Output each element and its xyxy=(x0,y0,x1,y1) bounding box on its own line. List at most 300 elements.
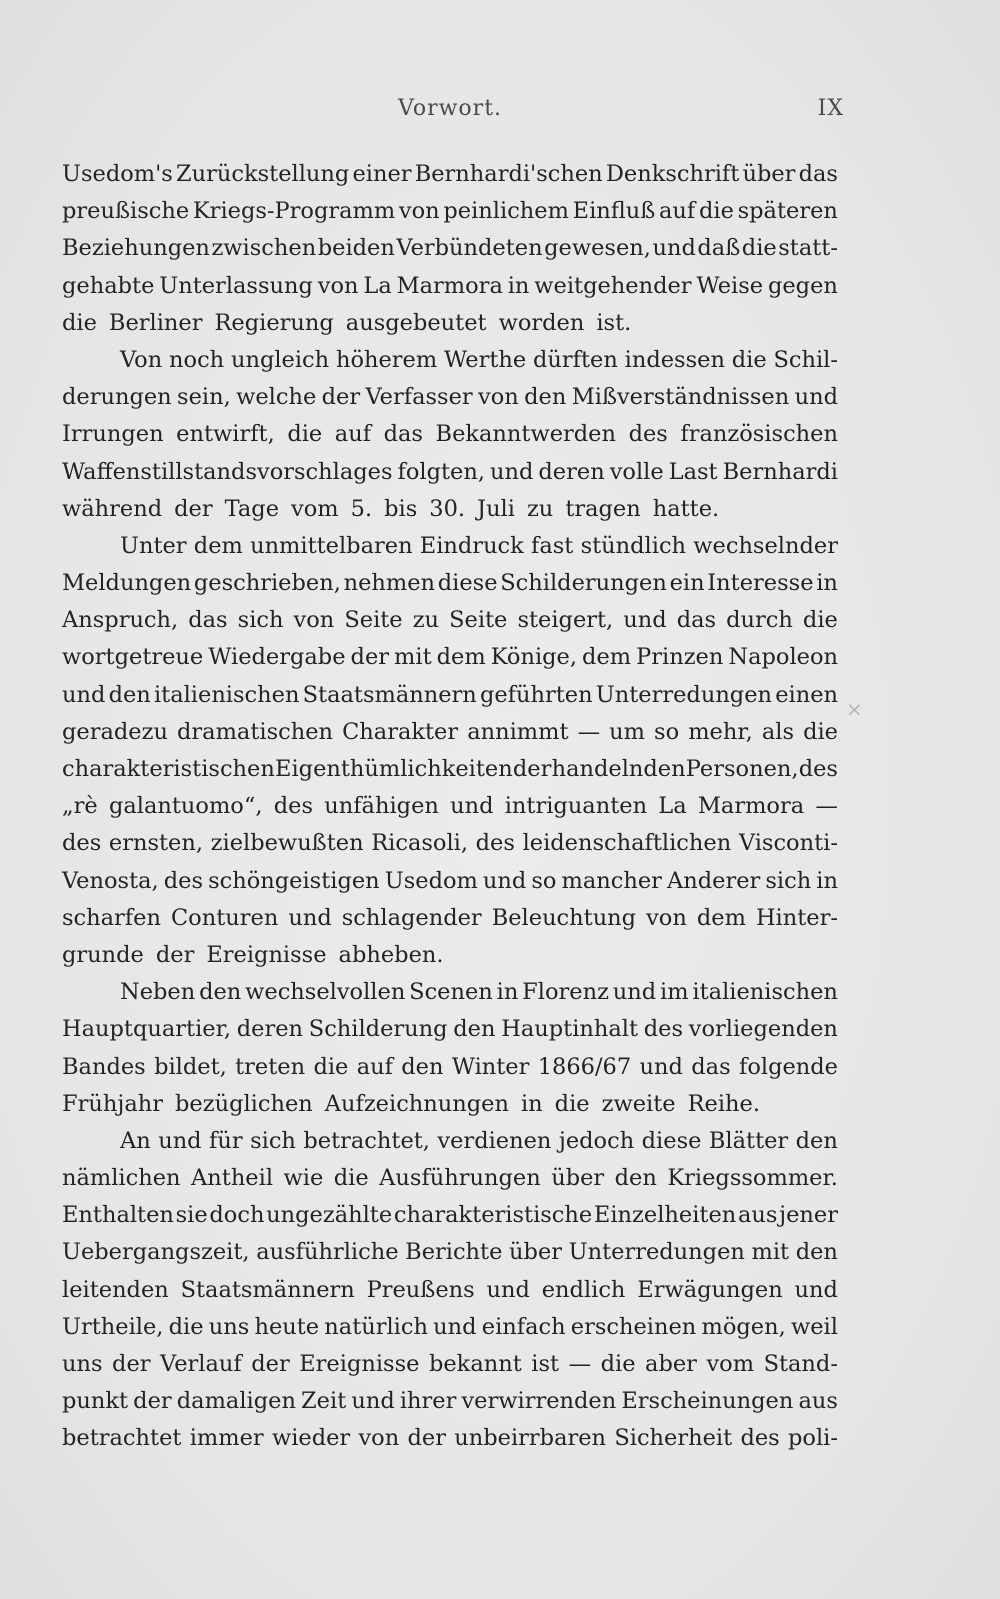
word: für xyxy=(209,1127,243,1154)
word: Enthalten xyxy=(62,1202,174,1229)
text-line xyxy=(62,974,838,1011)
word: und xyxy=(623,607,667,634)
word: jener xyxy=(779,1202,838,1229)
word: Waffenstillstandsvorschlages xyxy=(62,458,393,485)
word: Charakter xyxy=(342,718,459,745)
word: den xyxy=(199,979,242,1006)
word: mit xyxy=(394,644,432,671)
word: Einzelheiten xyxy=(593,1202,737,1229)
word: Erscheinungen xyxy=(621,1388,794,1415)
word: der xyxy=(174,495,213,522)
word: natürlich xyxy=(324,1313,428,1340)
word: doch xyxy=(209,1202,265,1229)
word: Preußens xyxy=(366,1276,475,1303)
word: Marmora xyxy=(697,793,805,820)
word: Anderer xyxy=(667,867,761,894)
word: durch xyxy=(726,607,793,634)
word: des xyxy=(475,830,515,857)
word: statt- xyxy=(778,235,838,262)
word: — xyxy=(577,718,601,745)
word: des xyxy=(740,1425,780,1452)
word: deren xyxy=(236,1016,304,1043)
word: den xyxy=(401,1053,444,1080)
word: in xyxy=(507,272,530,299)
word: so xyxy=(531,867,557,894)
word: folgten, xyxy=(397,458,486,485)
word: französischen xyxy=(680,421,838,448)
word: des xyxy=(643,1016,684,1043)
text-line xyxy=(62,379,838,416)
word: noch xyxy=(169,346,225,373)
word: jedoch xyxy=(558,1127,635,1154)
text-line xyxy=(62,230,838,267)
word: Bernhardi'schen xyxy=(414,161,603,187)
text-line xyxy=(62,268,838,305)
word: Napoleon xyxy=(728,644,838,671)
word: Eigenthümlichkeiten xyxy=(275,756,513,782)
word: unfähigen xyxy=(324,793,439,820)
word: das xyxy=(383,421,423,448)
word: der xyxy=(407,1425,446,1452)
word: Venosta, xyxy=(62,867,159,894)
word: Stand- xyxy=(763,1351,838,1377)
text-line xyxy=(62,193,838,230)
word: ausführliche xyxy=(256,1239,399,1266)
word: volle xyxy=(609,458,664,485)
word: folgende xyxy=(739,1053,838,1080)
word: damaligen xyxy=(176,1388,296,1415)
word: wie xyxy=(283,1165,324,1192)
word: mehr, xyxy=(688,718,753,745)
text-line xyxy=(62,528,838,565)
word: Verlauf xyxy=(160,1351,242,1377)
word: Usedom's xyxy=(62,161,173,187)
word: Reihe. xyxy=(687,1090,760,1117)
word: Bekanntwerden xyxy=(435,421,616,448)
text-line xyxy=(62,1011,838,1048)
page-number: IX xyxy=(817,96,844,121)
word: auf xyxy=(356,1053,393,1080)
word: einer xyxy=(352,161,412,187)
text-line xyxy=(62,714,838,751)
word: Blätter xyxy=(708,1127,789,1154)
word: 1866/67 xyxy=(537,1053,632,1080)
word: Staatsmännern xyxy=(302,681,477,708)
word: uns xyxy=(208,1313,250,1340)
word: Florenz xyxy=(522,979,609,1006)
word: des xyxy=(163,867,204,894)
word: von xyxy=(293,607,335,634)
word: sich xyxy=(237,607,284,634)
word: Irrungen xyxy=(62,421,164,448)
text-line xyxy=(62,1309,838,1346)
word: des xyxy=(273,793,314,820)
word: worden xyxy=(498,309,585,336)
word: die xyxy=(731,346,767,373)
word: in xyxy=(520,1090,543,1117)
word: das xyxy=(798,161,838,187)
word: und xyxy=(486,1276,530,1303)
word: höherem xyxy=(335,346,438,373)
word: aus xyxy=(798,1388,838,1415)
word: von xyxy=(478,384,519,411)
word: nämlichen xyxy=(62,1165,181,1192)
text-line xyxy=(62,1272,838,1309)
word: italienischen xyxy=(153,681,300,708)
text-line xyxy=(62,416,838,453)
text-line xyxy=(62,1086,838,1123)
word: der xyxy=(112,1351,151,1377)
word: Unterredungen xyxy=(568,1239,745,1266)
word: mit xyxy=(751,1239,790,1266)
word: des xyxy=(62,830,102,857)
word: peinlichem xyxy=(443,198,569,225)
word: in xyxy=(816,867,838,894)
word: Ricasoli, xyxy=(371,830,469,857)
word: späteren xyxy=(737,198,838,225)
word: Bernhardi xyxy=(722,458,838,485)
word: die xyxy=(802,607,838,634)
word: Erwägungen xyxy=(637,1276,783,1303)
word: und xyxy=(794,1276,838,1303)
word: abheben. xyxy=(338,941,444,968)
text-line xyxy=(62,825,838,862)
word: Schilderung xyxy=(308,1016,448,1043)
word: dürften xyxy=(533,346,618,373)
word: und xyxy=(639,1053,683,1080)
word: die xyxy=(554,1090,590,1117)
word: poli- xyxy=(788,1425,838,1452)
word: der xyxy=(133,1388,172,1415)
word: und xyxy=(482,867,527,894)
word: und xyxy=(612,979,657,1006)
word: den xyxy=(795,1239,838,1266)
word: das xyxy=(188,607,228,634)
word: — xyxy=(815,793,838,820)
word: Interesse xyxy=(707,570,814,597)
word: weitgehender xyxy=(534,272,692,299)
word: ernsten, xyxy=(108,830,204,857)
word: wechselvollen xyxy=(245,979,406,1006)
word: sie xyxy=(175,1202,208,1229)
word: Beziehungen xyxy=(62,235,210,262)
text-line xyxy=(62,788,838,825)
word: beiden xyxy=(317,235,395,262)
margin-mark: × xyxy=(846,697,863,721)
word: Frühjahr xyxy=(62,1090,163,1117)
word: Last xyxy=(668,458,718,485)
word: Weise xyxy=(696,272,764,299)
word: Uebergangszeit, xyxy=(62,1239,250,1266)
word: Hinter- xyxy=(755,904,838,931)
word: Scenen xyxy=(409,979,493,1006)
word: zu xyxy=(526,495,554,522)
word: vom xyxy=(706,1351,755,1377)
word: von xyxy=(358,1425,400,1452)
word: von xyxy=(317,272,359,299)
word: Conturen xyxy=(170,904,279,931)
word: Kriegssommer. xyxy=(667,1165,838,1192)
word: ein xyxy=(669,570,705,597)
word: Könige, xyxy=(490,644,578,671)
word: dem xyxy=(193,532,243,559)
word: aus xyxy=(737,1202,778,1229)
word: schöngeistigen xyxy=(208,867,380,894)
word: das xyxy=(676,607,717,634)
word: den xyxy=(108,681,151,708)
word: Bandes xyxy=(62,1053,146,1080)
word: der xyxy=(321,384,361,411)
word: dem xyxy=(582,644,632,671)
word: nehmen xyxy=(343,570,436,597)
word: stündlich xyxy=(580,532,687,559)
word: leitenden xyxy=(62,1276,169,1303)
word: und xyxy=(288,904,332,931)
text-line xyxy=(62,1420,838,1457)
word: bekannt xyxy=(428,1351,522,1377)
word: Aufzeichnungen xyxy=(324,1090,509,1117)
word: den xyxy=(524,384,567,411)
word: intriguanten xyxy=(504,793,648,820)
text-line xyxy=(62,602,838,639)
word: preußische xyxy=(62,198,190,225)
word: Schil- xyxy=(773,346,838,373)
word: Sicherheit xyxy=(614,1425,733,1452)
word: geradezu xyxy=(62,718,168,745)
word: verwirrenden xyxy=(461,1388,617,1415)
word: dem xyxy=(436,644,486,671)
word: ist. xyxy=(596,309,632,336)
word: derungen xyxy=(62,384,172,411)
word: wortgetreue xyxy=(62,644,204,671)
word: zielbewußten xyxy=(210,830,364,857)
word: ihrer xyxy=(399,1388,457,1415)
word: Unterlassung xyxy=(159,272,313,299)
word: scharfen xyxy=(62,904,161,931)
word: Neben xyxy=(120,979,196,1006)
word: und xyxy=(433,1313,477,1340)
word: bezüglichen xyxy=(175,1090,313,1117)
word: Ereignisse xyxy=(299,1351,420,1377)
text-line xyxy=(62,565,838,602)
word: Urtheile, xyxy=(62,1313,164,1340)
word: und xyxy=(158,1127,202,1154)
word: die xyxy=(600,1351,636,1377)
word: geschrieben, xyxy=(193,570,341,597)
word: über xyxy=(742,161,796,187)
text-line xyxy=(62,305,838,342)
word: Tage xyxy=(224,495,280,522)
word: Marmora xyxy=(396,272,503,299)
word: Winter xyxy=(451,1053,530,1080)
word: Wiedergabe xyxy=(208,644,346,671)
word: Zurückstellung xyxy=(176,161,350,187)
word: um xyxy=(609,718,645,745)
word: dramatischen xyxy=(177,718,334,745)
word: die xyxy=(698,198,734,225)
word: Von xyxy=(120,346,163,373)
word: Hauptquartier, xyxy=(62,1016,232,1043)
text-line xyxy=(62,937,838,974)
word: die xyxy=(333,1165,369,1192)
word: und xyxy=(794,384,838,411)
word: Verbündeten xyxy=(396,235,543,262)
word: Berichte xyxy=(405,1239,503,1266)
word: gewesen, xyxy=(544,235,651,262)
text-line xyxy=(62,1123,838,1160)
text-line xyxy=(62,900,838,937)
word: immer xyxy=(189,1425,264,1452)
word: als xyxy=(761,718,794,745)
word: und xyxy=(62,681,106,708)
word: hatte. xyxy=(652,495,720,522)
word: sich xyxy=(765,867,812,894)
text-line xyxy=(62,639,838,676)
word: unmittelbaren xyxy=(250,532,413,559)
word: ausgebeutet xyxy=(345,309,487,336)
word: die xyxy=(803,718,838,745)
text-line xyxy=(62,1197,838,1234)
word: der xyxy=(350,644,390,671)
word: die xyxy=(313,1053,349,1080)
word: und xyxy=(351,1388,395,1415)
word: ist xyxy=(531,1351,560,1377)
word: steigert, xyxy=(517,607,614,634)
word: die xyxy=(168,1313,204,1340)
word: vom xyxy=(291,495,339,522)
word: und xyxy=(450,793,494,820)
word: Seite xyxy=(344,607,403,634)
word: die xyxy=(287,421,323,448)
text-line xyxy=(62,863,838,900)
word: entwirft, xyxy=(176,421,275,448)
word: weil xyxy=(790,1313,838,1340)
word: mögen, xyxy=(701,1313,786,1340)
word: im xyxy=(660,979,689,1006)
word: Staatsmännern xyxy=(180,1276,355,1303)
word: Beleuchtung xyxy=(491,904,637,931)
running-title: Vorwort. xyxy=(397,96,503,121)
word: treten xyxy=(235,1053,306,1080)
word: heute xyxy=(254,1313,320,1340)
word: Kriegs-Programm xyxy=(192,198,396,225)
word: grunde xyxy=(62,941,144,968)
word: zwischen xyxy=(211,235,317,262)
word: des xyxy=(798,756,838,782)
word: La xyxy=(658,793,687,820)
word: dem xyxy=(696,904,746,931)
word: einfach xyxy=(481,1313,566,1340)
word: Visconti- xyxy=(738,830,838,857)
text-line xyxy=(62,454,838,491)
word: erscheinen xyxy=(570,1313,697,1340)
word: in xyxy=(816,570,838,597)
word: sich xyxy=(250,1127,296,1154)
text-line xyxy=(62,156,838,193)
word: der xyxy=(251,1351,290,1377)
body-text xyxy=(62,156,838,1458)
word: diese xyxy=(437,570,498,597)
word: Personen, xyxy=(685,756,799,782)
word: indessen xyxy=(624,346,725,373)
word: Berliner xyxy=(108,309,203,336)
word: so xyxy=(654,718,680,745)
word: zu xyxy=(412,607,440,634)
word: während xyxy=(62,495,163,522)
word: Ereignisse xyxy=(206,941,327,968)
word: einen xyxy=(775,681,838,708)
word: charakteristischen xyxy=(62,756,275,782)
word: An xyxy=(120,1127,151,1154)
word: verdienen xyxy=(437,1127,552,1154)
word: Unterredungen xyxy=(595,681,773,708)
word: Zeit xyxy=(301,1388,347,1415)
word: Mißverständnissen xyxy=(571,384,790,411)
word: daß xyxy=(697,235,741,262)
text-line xyxy=(62,1234,838,1271)
word: den xyxy=(795,1127,838,1154)
word: fast xyxy=(531,532,574,559)
word: punkt xyxy=(62,1388,129,1415)
word: das xyxy=(691,1053,731,1080)
word: betrachtet xyxy=(62,1425,182,1452)
word: diese xyxy=(641,1127,702,1154)
word: den xyxy=(614,1165,657,1192)
word: deren xyxy=(538,458,605,485)
word: Werthe xyxy=(444,346,527,373)
word: aber xyxy=(645,1351,697,1377)
word: und xyxy=(652,235,696,262)
word: Eindruck xyxy=(419,532,524,559)
word: schlagender xyxy=(341,904,482,931)
word: Regierung xyxy=(214,309,334,336)
word: endlich xyxy=(541,1276,626,1303)
word: wieder xyxy=(271,1425,351,1452)
word: Seite xyxy=(449,607,508,634)
word: auf xyxy=(334,421,372,448)
word: 5. xyxy=(350,495,373,522)
word: über xyxy=(551,1165,605,1192)
word: Einfluß xyxy=(572,198,656,225)
word: Verfasser xyxy=(365,384,473,411)
word: 30. xyxy=(429,495,466,522)
word: betrachtet, xyxy=(303,1127,430,1154)
word: La xyxy=(363,272,392,299)
word: des xyxy=(628,421,668,448)
text-line xyxy=(62,1160,838,1197)
word: Anspruch, xyxy=(62,607,179,634)
word: Unter xyxy=(120,532,187,559)
word: bis xyxy=(384,495,418,522)
word: in xyxy=(496,979,519,1006)
word: den xyxy=(453,1016,496,1043)
word: von xyxy=(646,904,687,931)
word: — xyxy=(568,1351,592,1377)
word: bildet, xyxy=(154,1053,227,1080)
word: „rè xyxy=(62,793,98,820)
word: mancher xyxy=(561,867,662,894)
word: wechselnder xyxy=(693,532,838,559)
page-header xyxy=(62,96,844,136)
word: italienischen xyxy=(692,979,838,1006)
word: unbeirrbaren xyxy=(454,1425,607,1452)
word: auf xyxy=(659,198,696,225)
word: Juli xyxy=(477,495,515,522)
text-line xyxy=(62,1346,838,1383)
text-line xyxy=(62,677,838,714)
word: leidenschaftlichen xyxy=(522,830,732,857)
word: und xyxy=(490,458,534,485)
